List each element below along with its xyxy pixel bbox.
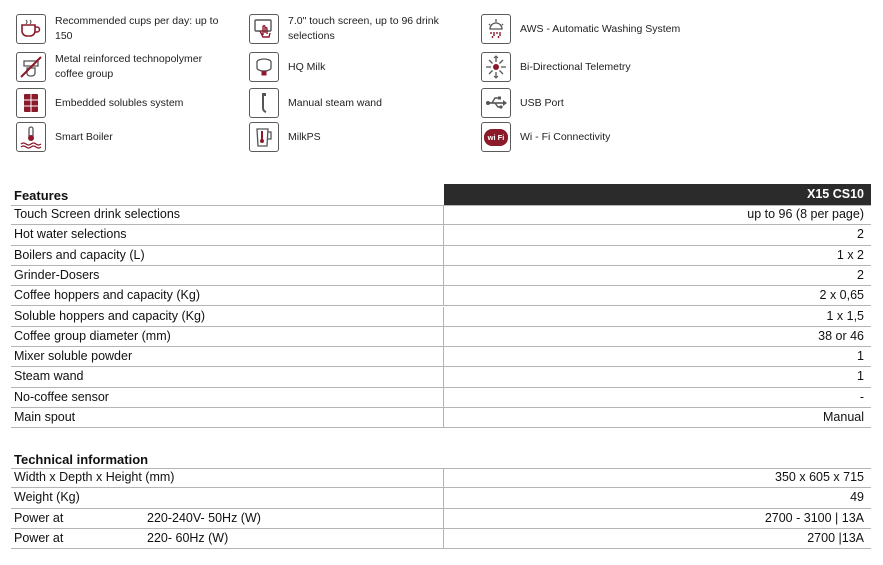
feature-milkps — [249, 122, 458, 152]
wifi-icon — [481, 122, 511, 152]
washing-icon — [481, 14, 511, 44]
row-label: Power at — [14, 510, 64, 525]
table-row — [11, 266, 871, 286]
technical-heading: Technical information — [14, 452, 149, 467]
table-row — [11, 347, 871, 367]
milk-icon — [249, 52, 279, 82]
boiler-icon — [16, 122, 46, 152]
row-value: 2700 - 3100 | 13A — [764, 510, 864, 525]
row-label: Grinder-Dosers — [14, 267, 100, 282]
feature-text: Manual steam wand — [288, 96, 382, 109]
feature-text: Embedded solubles system — [55, 96, 184, 109]
feature-cups-per-day — [16, 14, 225, 44]
steam-wand-icon — [249, 88, 279, 118]
feature-text: AWS - Automatic Washing System — [520, 22, 681, 35]
feature-wifi — [481, 122, 690, 152]
row-label: Power at — [14, 530, 64, 545]
row-label: Boilers and capacity (L) — [14, 247, 145, 262]
row-label: Coffee group diameter (mm) — [14, 328, 171, 343]
table-row — [11, 327, 871, 347]
row-value: 49 — [850, 490, 864, 505]
feature-touch-screen — [249, 14, 458, 44]
feature-text: Metal reinforced technopolymer coffee group — [55, 53, 203, 80]
row-label: Weight (Kg) — [14, 490, 80, 505]
feature-text: USB Port — [520, 96, 564, 109]
feature-steam-wand — [249, 88, 458, 118]
row-value: 350 x 605 x 715 — [775, 470, 864, 484]
row-value: 2 — [857, 267, 864, 282]
row-value: 2700 |13A — [807, 530, 864, 545]
row-value: 2 x 0,65 — [819, 288, 864, 303]
features-heading: Features — [14, 188, 69, 203]
feature-aws — [481, 14, 690, 44]
table-row — [11, 286, 871, 306]
model-header: X15 CS10 — [444, 184, 871, 205]
row-sub-label: 220-240V- 50Hz (W) — [147, 510, 261, 525]
feature-text: 7.0" touch screen, up to 96 drink selections — [288, 15, 439, 42]
feature-text: Wi - Fi Connectivity — [520, 130, 611, 143]
coffee-group-icon — [16, 52, 46, 82]
row-label: Touch Screen drink selections — [14, 207, 181, 221]
row-label: Coffee hoppers and capacity (Kg) — [14, 288, 200, 303]
row-label: No-coffee sensor — [14, 389, 109, 404]
row-label: Mixer soluble powder — [14, 349, 133, 364]
table-row — [11, 468, 871, 488]
touchscreen-icon — [249, 14, 279, 44]
feature-hq-milk — [249, 52, 458, 82]
solubles-icon — [16, 88, 46, 118]
table-row — [11, 408, 871, 428]
row-value: 2 — [857, 227, 864, 242]
row-value: 1 — [857, 349, 864, 364]
feature-usb-port — [481, 88, 690, 118]
feature-text: HQ Milk — [288, 60, 326, 73]
wifi-badge: wi Fi — [484, 129, 508, 146]
table-row — [11, 205, 871, 225]
feature-text: Smart Boiler — [55, 130, 113, 143]
table-row — [11, 529, 871, 549]
row-value: 1 x 1,5 — [826, 308, 864, 323]
feature-text: Recommended cups per day: up to 150 — [55, 15, 219, 42]
cup-icon — [16, 14, 46, 44]
table-row — [11, 488, 871, 508]
telemetry-icon — [481, 52, 511, 82]
table-row — [11, 307, 871, 327]
row-value: 1 x 2 — [836, 247, 864, 262]
feature-text: Bi-Directional Telemetry — [520, 60, 631, 73]
row-value: - — [859, 389, 864, 404]
row-sub-label: 220- 60Hz (W) — [147, 530, 229, 545]
feature-smart-boiler — [16, 122, 225, 152]
row-value: 1 — [857, 369, 864, 384]
table-row — [11, 388, 871, 408]
table-row — [11, 246, 871, 266]
usb-icon — [481, 88, 511, 118]
table-row — [11, 509, 871, 529]
row-label: Soluble hoppers and capacity (Kg) — [14, 308, 206, 323]
row-label: Steam wand — [14, 369, 84, 384]
feature-coffee-group — [16, 52, 225, 82]
milk-jug-icon — [249, 122, 279, 152]
table-row — [11, 225, 871, 245]
feature-telemetry — [481, 52, 690, 82]
feature-solubles — [16, 88, 225, 118]
table-row — [11, 367, 871, 387]
row-label: Hot water selections — [14, 227, 127, 242]
row-value: up to 96 (8 per page) — [747, 207, 864, 221]
row-label: Main spout — [14, 410, 76, 424]
row-label: Width x Depth x Height (mm) — [14, 470, 175, 484]
row-value: Manual — [823, 410, 864, 424]
feature-text: MilkPS — [288, 130, 321, 143]
row-value: 38 or 46 — [818, 328, 864, 343]
